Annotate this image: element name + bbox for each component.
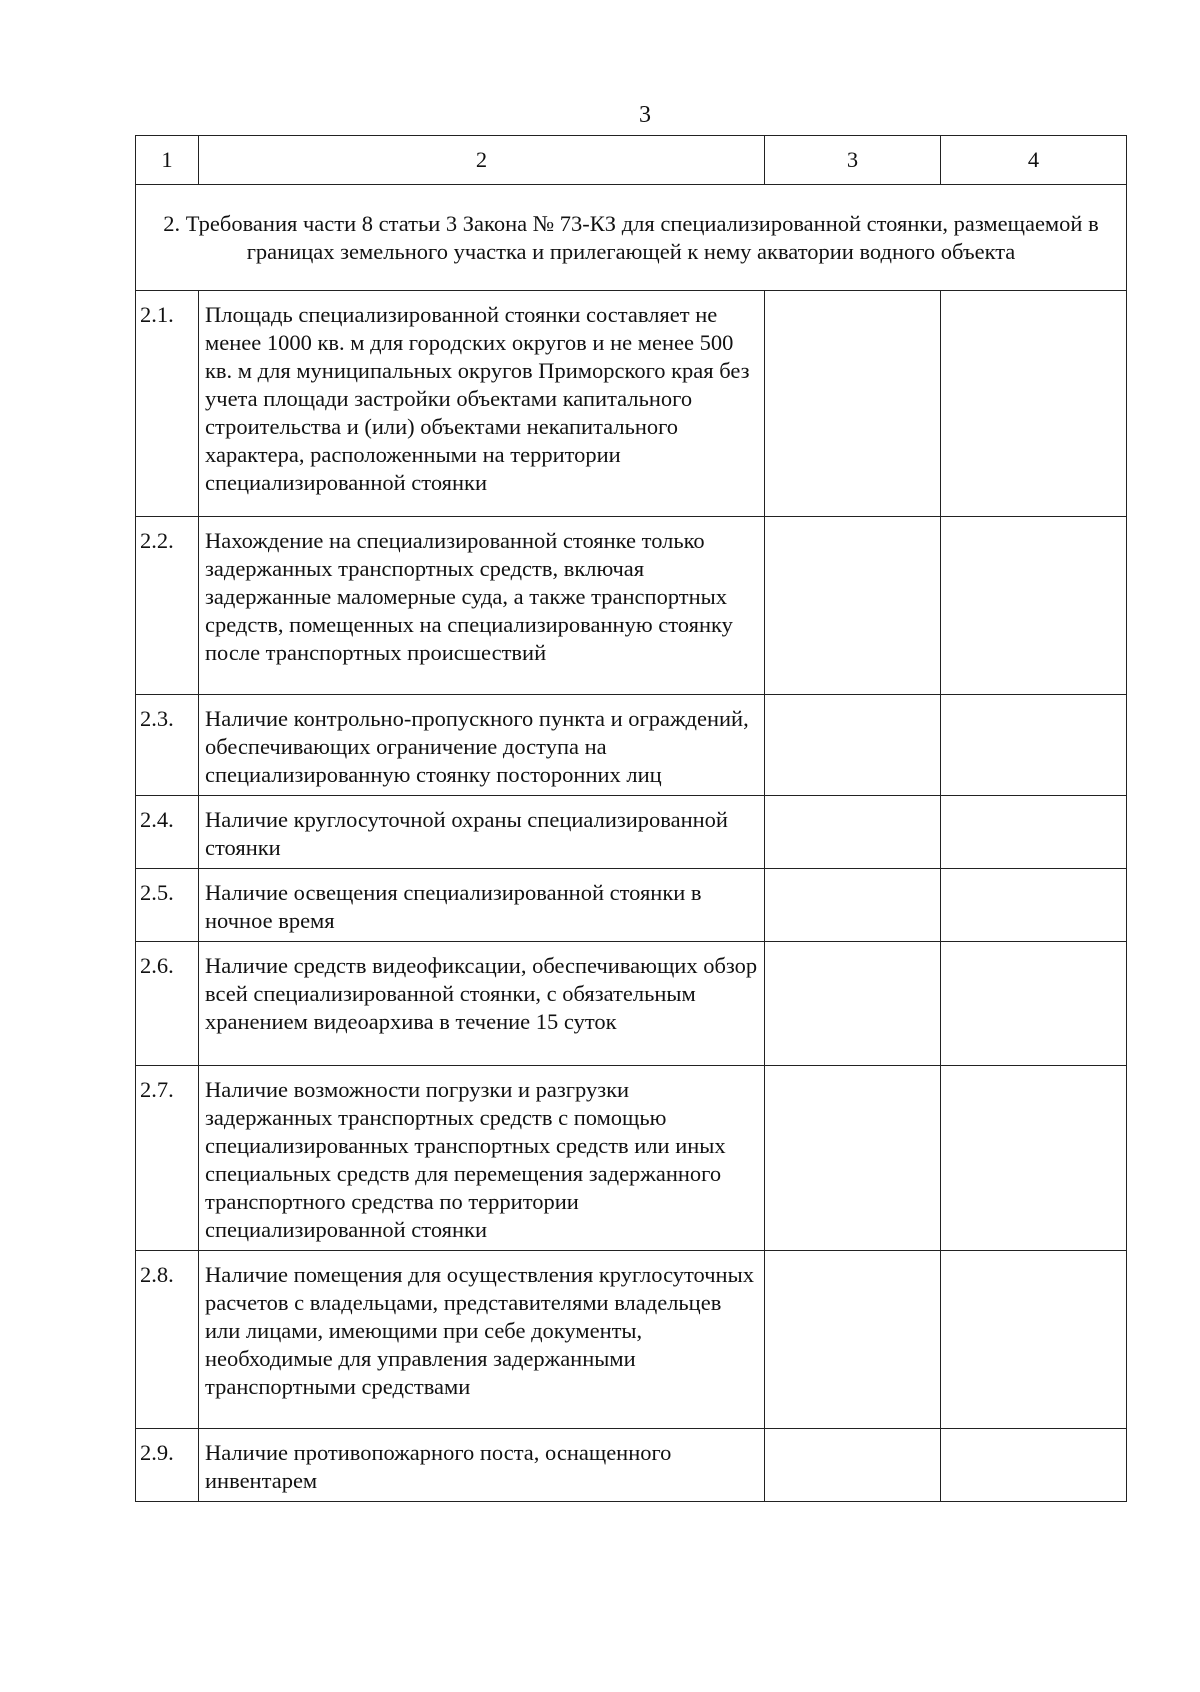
table-row — [136, 291, 1127, 517]
section-title: 2. Требования части 8 статьи 3 Закона № 73-КЗ для специализированной стоянки, размещаемой в границах земельного участка и прилегающей к нему акватории водного объекта — [136, 185, 1127, 291]
table-row — [136, 1251, 1127, 1429]
row-number: 2.5. — [136, 869, 199, 942]
table-row — [136, 517, 1127, 695]
row-description: Наличие противопожарного поста, оснащенного инвентарем — [199, 1429, 765, 1502]
row-cell-4 — [941, 1251, 1127, 1429]
row-description: Наличие круглосуточной охраны специализированной стоянки — [199, 796, 765, 869]
row-cell-4 — [941, 291, 1127, 517]
row-cell-3 — [765, 1429, 941, 1502]
row-number: 2.8. — [136, 1251, 199, 1429]
row-cell-4 — [941, 942, 1127, 1066]
section-row — [136, 185, 1127, 291]
table-row — [136, 796, 1127, 869]
table-row — [136, 1429, 1127, 1502]
header-cell-3: 3 — [765, 136, 941, 185]
row-cell-3 — [765, 869, 941, 942]
row-description: Нахождение на специализированной стоянке только задержанных транспортных средств, включая задержанные маломерные суда, а также транспортных средств, помещенных на специализированную стоянку после транспортных происшествий — [199, 517, 765, 695]
row-description: Наличие помещения для осуществления круглосуточных расчетов с владельцами, представителями владельцев или лицами, имеющими при себе документы, необходимые для управления задержанными транспортными средствами — [199, 1251, 765, 1429]
row-description: Наличие освещения специализированной стоянки в ночное время — [199, 869, 765, 942]
row-number: 2.2. — [136, 517, 199, 695]
row-cell-4 — [941, 1429, 1127, 1502]
header-cell-4: 4 — [941, 136, 1127, 185]
page-number: 3 — [639, 102, 651, 128]
row-number: 2.4. — [136, 796, 199, 869]
row-cell-3 — [765, 942, 941, 1066]
row-number: 2.7. — [136, 1066, 199, 1251]
row-cell-4 — [941, 695, 1127, 796]
row-number: 2.1. — [136, 291, 199, 517]
header-cell-2: 2 — [199, 136, 765, 185]
row-cell-4 — [941, 796, 1127, 869]
row-cell-3 — [765, 695, 941, 796]
requirements-table — [135, 135, 1127, 1502]
table-row — [136, 869, 1127, 942]
row-number: 2.9. — [136, 1429, 199, 1502]
row-cell-4 — [941, 517, 1127, 695]
row-cell-4 — [941, 1066, 1127, 1251]
row-cell-3 — [765, 291, 941, 517]
row-cell-3 — [765, 796, 941, 869]
table-header-row — [136, 136, 1127, 185]
table-row — [136, 942, 1127, 1066]
header-cell-1: 1 — [136, 136, 199, 185]
row-cell-4 — [941, 869, 1127, 942]
table-row — [136, 1066, 1127, 1251]
row-number: 2.3. — [136, 695, 199, 796]
row-number: 2.6. — [136, 942, 199, 1066]
row-description: Площадь специализированной стоянки составляет не менее 1000 кв. м для городских округов и не менее 500 кв. м для муниципальных округов Приморского края без учета площади застройки объектами капитального строительства и (или) объектами некапитального характера, расположенными на территории специализированной стоянки — [199, 291, 765, 517]
row-description: Наличие контрольно-пропускного пункта и ограждений, обеспечивающих ограничение доступа на специализированную стоянку посторонних лиц — [199, 695, 765, 796]
row-cell-3 — [765, 517, 941, 695]
row-cell-3 — [765, 1066, 941, 1251]
row-description: Наличие возможности погрузки и разгрузки задержанных транспортных средств с помощью специализированных транспортных средств или иных специальных средств для перемещения задержанного транспортного средства по территории специализированной стоянки — [199, 1066, 765, 1251]
table-row — [136, 695, 1127, 796]
row-description: Наличие средств видеофиксации, обеспечивающих обзор всей специализированной стоянки, с обязательным хранением видеоархива в течение 15 суток — [199, 942, 765, 1066]
row-cell-3 — [765, 1251, 941, 1429]
